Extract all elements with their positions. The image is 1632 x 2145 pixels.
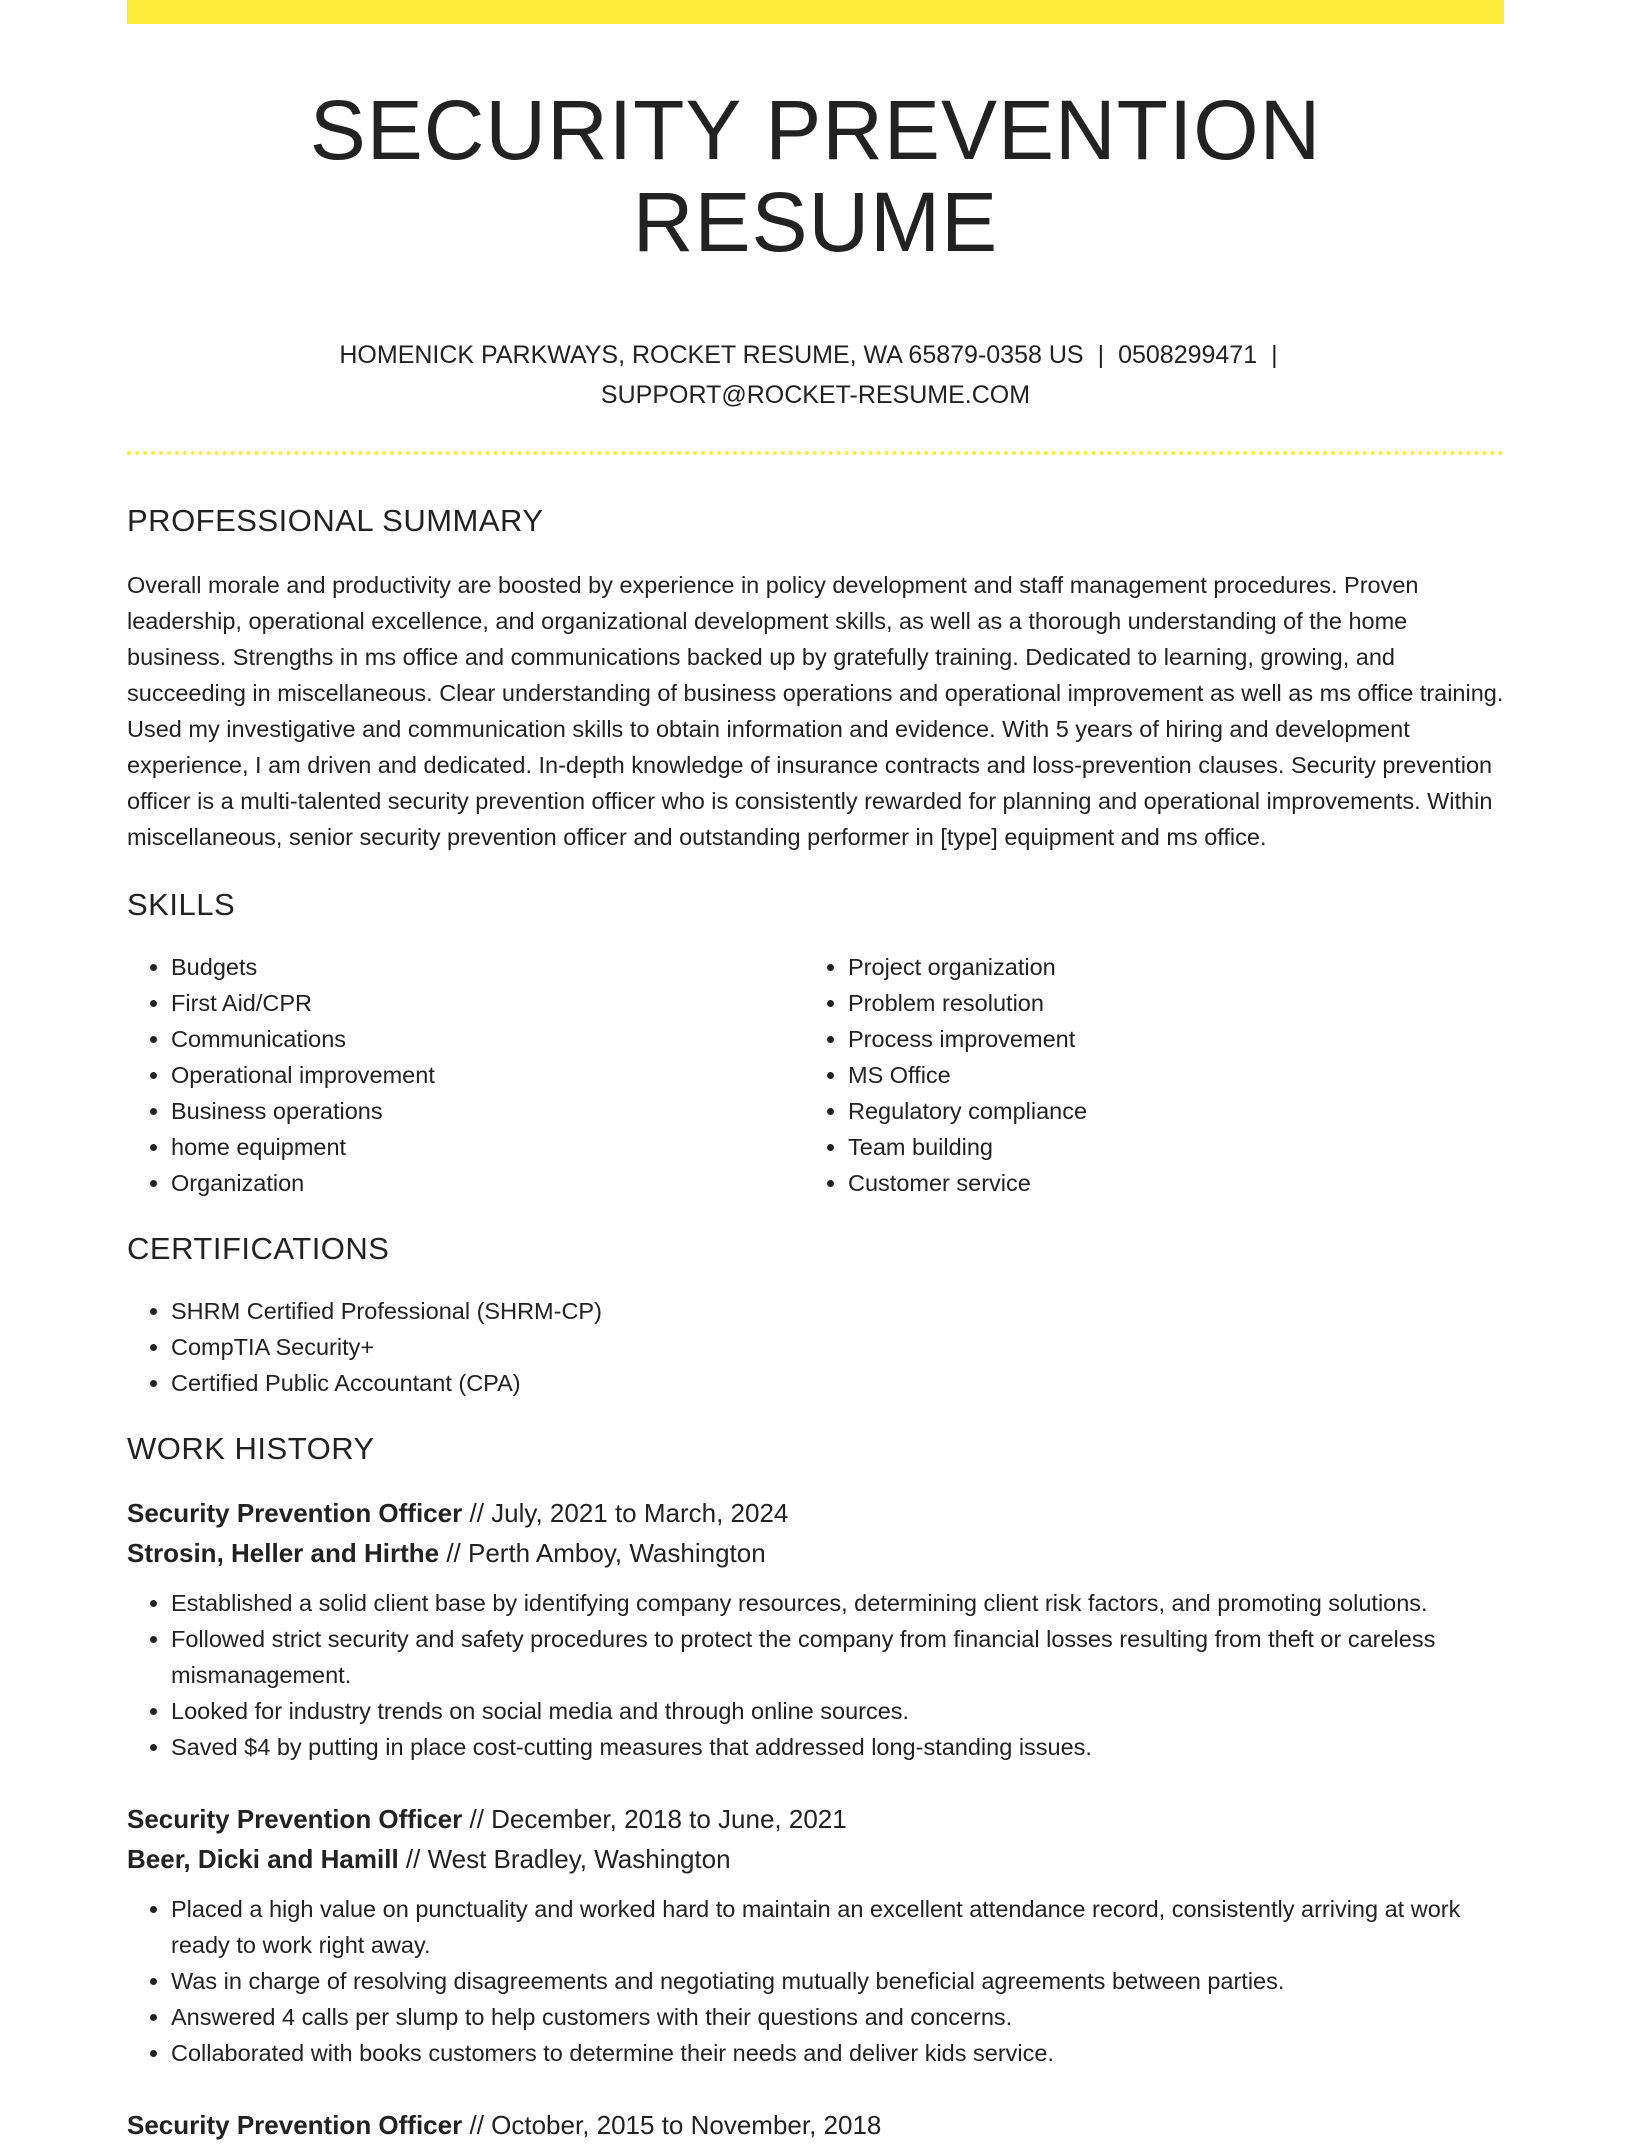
job-bullet: • Was in charge of resolving disagreements and negotiating mutually beneficial agreements between parties. — [171, 1963, 1504, 1999]
job-dates: // July, 2021 to March, 2024 — [469, 1497, 789, 1528]
contact-separator: | — [1271, 340, 1278, 369]
job-title: Security Prevention Officer — [127, 1497, 463, 1528]
work-history-heading: WORK HISTORY — [127, 1430, 375, 1466]
skill-item: • Business operations — [171, 1093, 804, 1129]
resume-page — [127, 0, 1504, 2145]
skills-list — [127, 949, 1504, 1201]
skill-item: • Project organization — [848, 949, 1481, 985]
job-bullets — [127, 1585, 1504, 1765]
skills-column-right — [804, 949, 1481, 1201]
skills-heading: SKILLS — [127, 886, 236, 922]
certification-item: • CompTIA Security+ — [171, 1329, 1504, 1365]
job-entry — [127, 1799, 1504, 2071]
skill-item: • Process improvement — [848, 1021, 1481, 1057]
skill-item: • Operational improvement — [171, 1057, 804, 1093]
certification-item: • Certified Public Accountant (CPA) — [171, 1365, 1504, 1401]
job-title-line — [127, 2105, 1504, 2145]
job-location: // Perth Amboy, Washington — [446, 1537, 766, 1568]
certifications-list — [127, 1293, 1504, 1401]
job-company: Strosin, Heller and Hirthe — [127, 1537, 440, 1568]
skill-item: • MS Office — [848, 1057, 1481, 1093]
skill-item: • home equipment — [171, 1129, 804, 1165]
contact-email: SUPPORT@ROCKET-RESUME.COM — [600, 380, 1031, 409]
job-bullet: • Looked for industry trends on social media and through online sources. — [171, 1693, 1504, 1729]
contact-address: HOMENICK PARKWAYS, ROCKET RESUME, WA 65879-0358 US — [339, 340, 1084, 369]
top-accent-bar — [127, 0, 1504, 24]
job-bullet: • Established a solid client base by identifying company resources, determining client risk factors, and promoting solutions. — [171, 1585, 1504, 1621]
job-entry — [127, 2105, 1504, 2145]
summary-text: Overall morale and productivity are boosted by experience in policy development and staff management procedures. Proven leadership, operational excellence, and organizational development skills, as well as a thorough understanding of the home business. Strengths in ms office and communications backed up by gratefully training. Dedicated to learning, growing, and succeeding in miscellaneous. Clear understanding of business operations and operational improvement as well as ms office training. Used my investigative and communication skills to obtain information and evidence. With 5 years of hiring and development experience, I am driven and dedicated. In-depth knowledge of insurance contracts and loss-prevention clauses. Security prevention officer is a multi-talented security prevention officer who is consistently rewarded for planning and operational improvements. Within miscellaneous, senior security prevention officer and outstanding performer in [type] equipment and ms office. — [127, 571, 1504, 850]
skills-column-left — [127, 949, 804, 1201]
skill-item: • Team building — [848, 1129, 1481, 1165]
skill-item: • Customer service — [848, 1165, 1481, 1201]
job-bullet: • Placed a high value on punctuality and worked hard to maintain an excellent attendance record, consistently arriving at work ready to work right away. — [171, 1891, 1504, 1963]
certification-item: • SHRM Certified Professional (SHRM-CP) — [171, 1293, 1504, 1329]
job-dates: // October, 2015 to November, 2018 — [469, 2109, 882, 2140]
resume-title: SECURITY PREVENTION RESUME — [309, 83, 1322, 270]
skill-item: • Organization — [171, 1165, 804, 1201]
skill-item: • First Aid/CPR — [171, 985, 804, 1021]
job-dates: // December, 2018 to June, 2021 — [469, 1803, 847, 1834]
skill-item: • Budgets — [171, 949, 804, 985]
contact-separator: | — [1097, 340, 1105, 369]
job-bullet: • Saved $4 by putting in place cost-cutting measures that addressed long-standing issues. — [171, 1729, 1504, 1765]
certifications-heading: CERTIFICATIONS — [127, 1230, 390, 1266]
job-bullets — [127, 1891, 1504, 2071]
job-title-line — [127, 1799, 1504, 1839]
skill-item: • Communications — [171, 1021, 804, 1057]
summary-heading: PROFESSIONAL SUMMARY — [127, 502, 544, 538]
header-divider — [127, 451, 1504, 455]
job-title: Security Prevention Officer — [127, 1803, 463, 1834]
job-title-line — [127, 1493, 1504, 1533]
contact-info — [316, 335, 1316, 415]
job-bullet: • Followed strict security and safety procedures to protect the company from financial losses resulting from theft or careless mismanagement. — [171, 1621, 1504, 1693]
job-bullet: • Collaborated with books customers to determine their needs and deliver kids service. — [171, 2035, 1504, 2071]
job-entry — [127, 1493, 1504, 1765]
job-company: Beer, Dicki and Hamill — [127, 1843, 399, 1874]
job-title: Security Prevention Officer — [127, 2109, 463, 2140]
job-company-line — [127, 1839, 1504, 1879]
contact-phone: 0508299471 — [1118, 340, 1258, 369]
skill-item: • Problem resolution — [848, 985, 1481, 1021]
job-company-line — [127, 1533, 1504, 1573]
job-bullet: • Answered 4 calls per slump to help customers with their questions and concerns. — [171, 1999, 1504, 2035]
job-location: // West Bradley, Washington — [405, 1843, 731, 1874]
skill-item: • Regulatory compliance — [848, 1093, 1481, 1129]
